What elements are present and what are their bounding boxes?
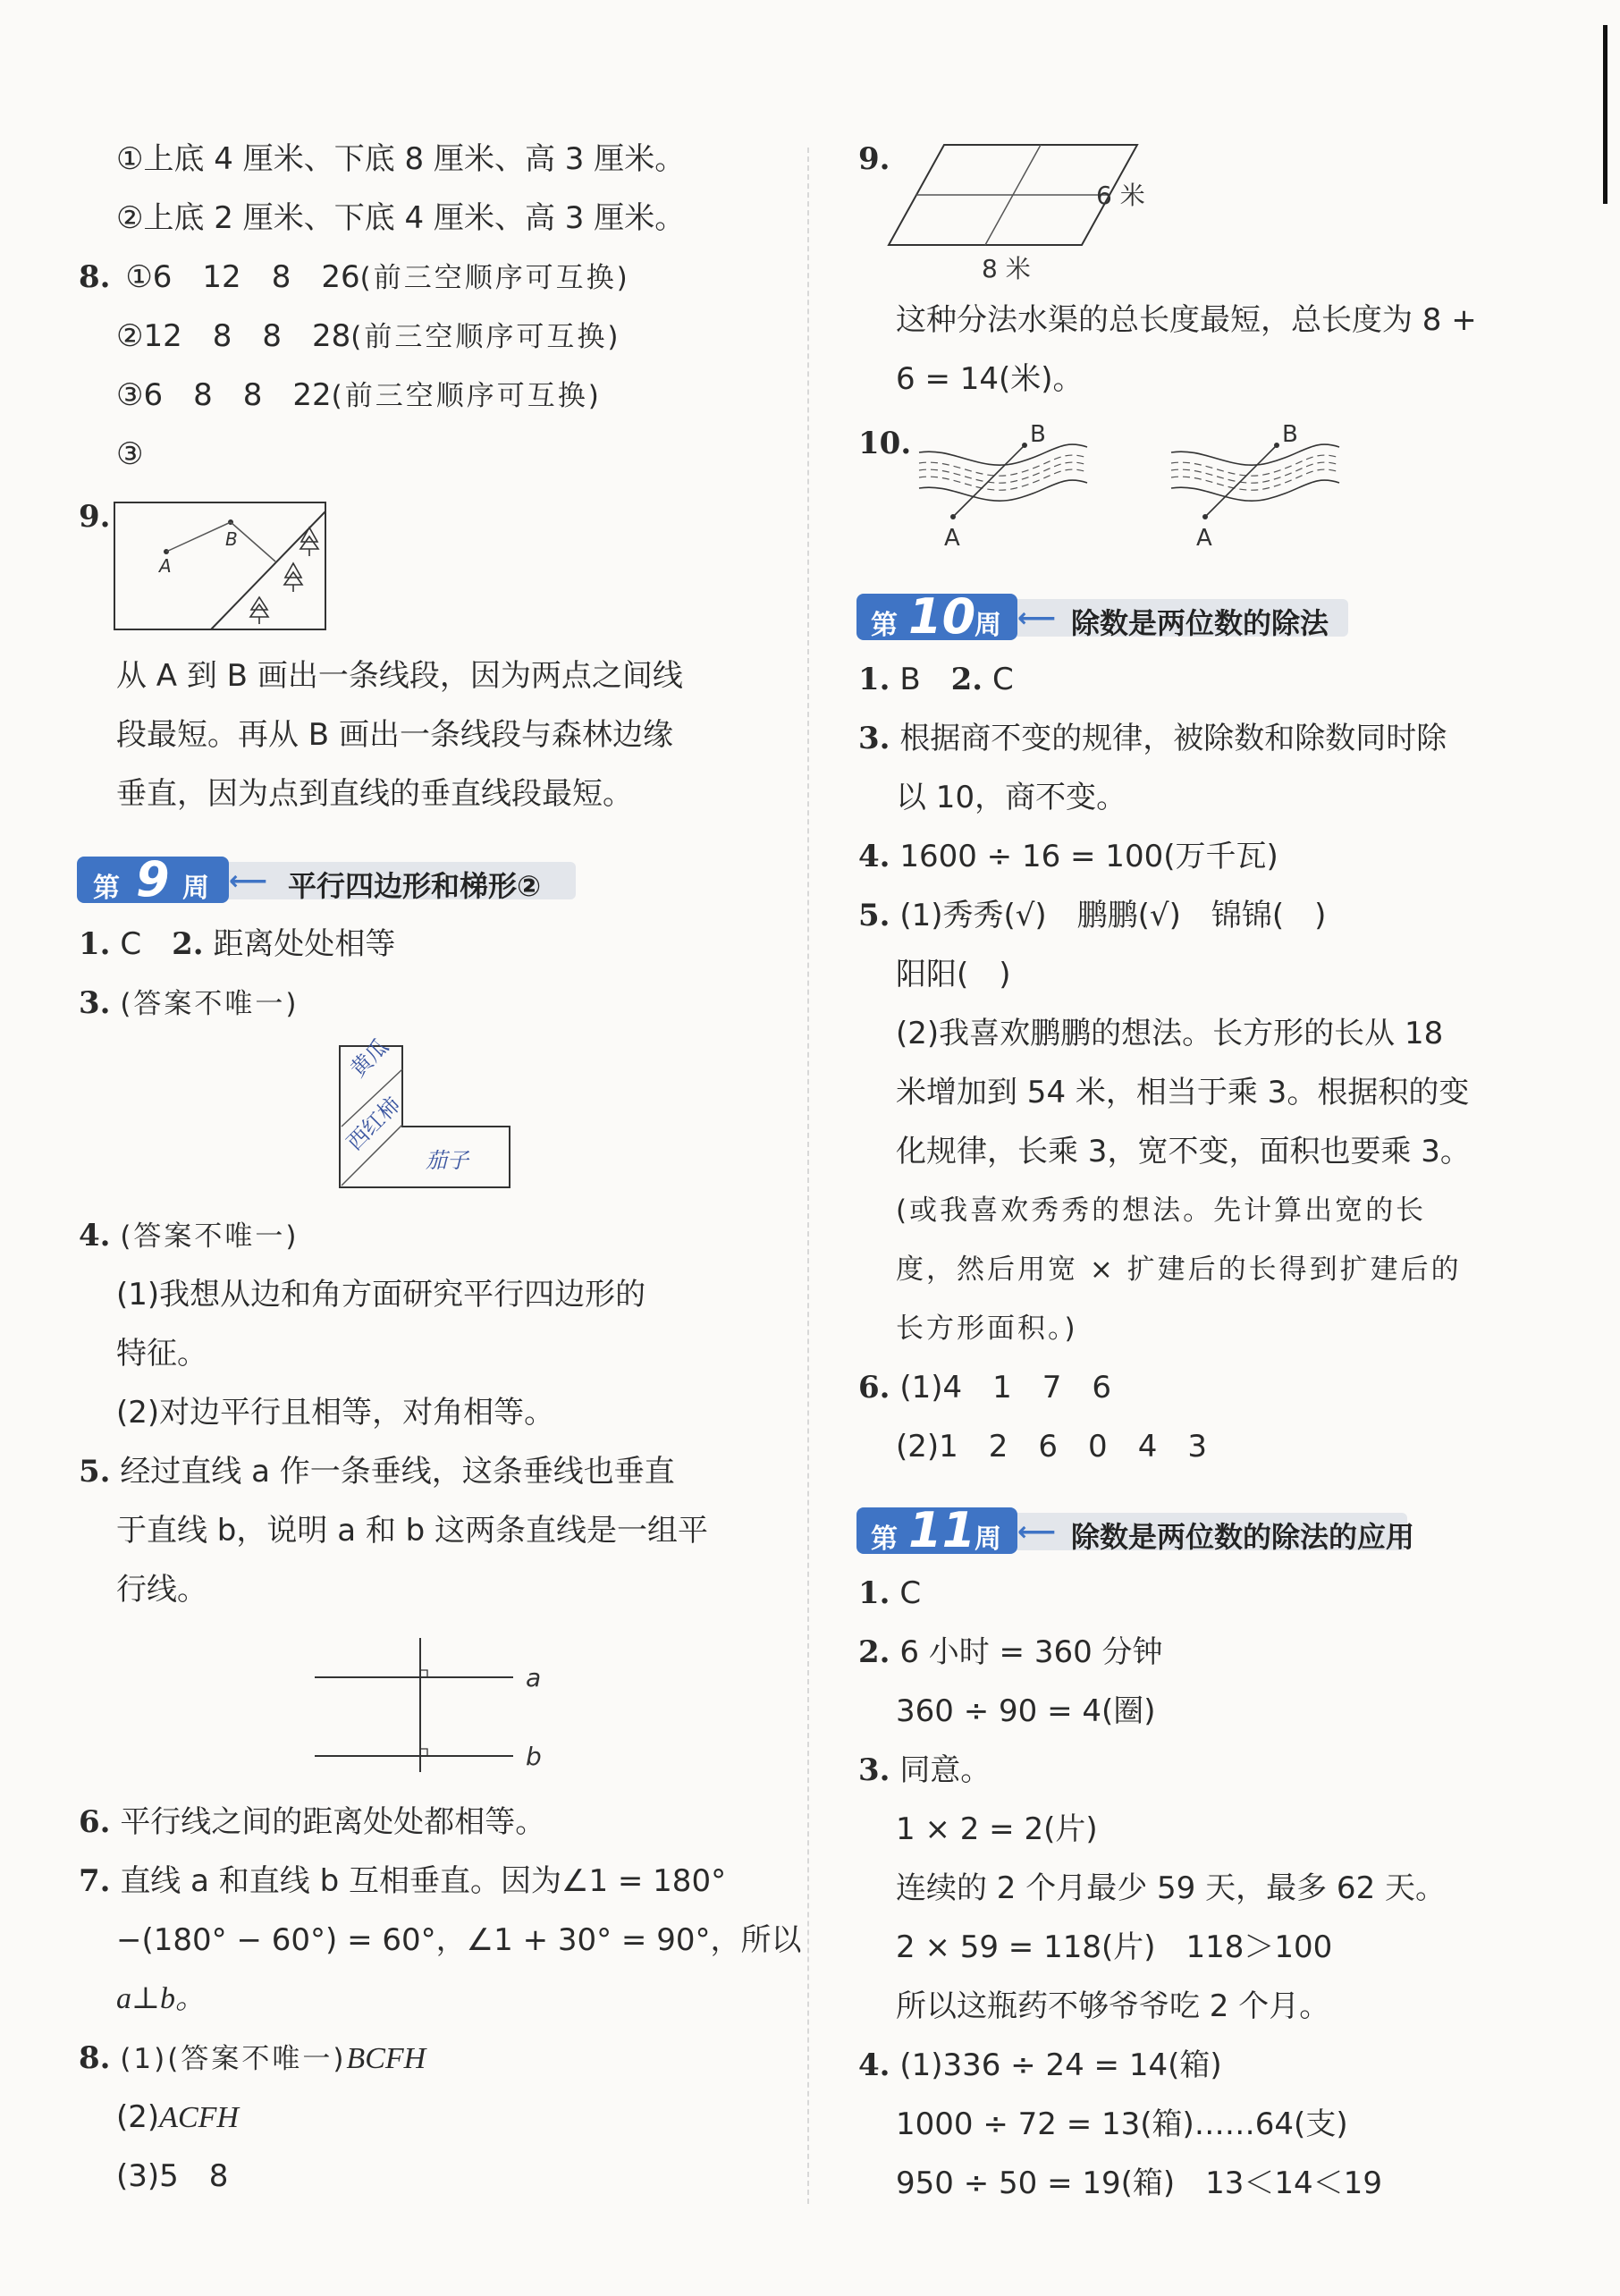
- answer-line: (2)1 2 6 0 4 3: [896, 1429, 1207, 1465]
- answer-line: 这种分法水渠的总长度最短，总长度为 8 +: [896, 302, 1477, 338]
- answer-line: 长方形面积。): [896, 1313, 1078, 1345]
- answer-line: (1)我想从边和角方面研究平行四边形的: [116, 1277, 646, 1313]
- answer-line: 阳阳( ): [896, 957, 1011, 992]
- answer-line: 950 ÷ 50 = 19(箱) 13＜14＜19: [896, 2165, 1382, 2201]
- answer-note: (前三空顺序可互换): [359, 262, 630, 294]
- answer-line: −(180° − 60°) = 60°，∠1 + 30° = 90°，所以: [116, 1922, 802, 1958]
- answer-line: 6 = 14(米)。: [896, 361, 1084, 397]
- page-edge-mark: [1603, 25, 1607, 204]
- point-a-label: A: [159, 555, 172, 577]
- week-title: 除数是两位数的除法: [1071, 606, 1329, 640]
- week-10-header: 第 10 周 ⟵ 除数是两位数的除法: [856, 594, 1375, 640]
- question-number: 9.: [858, 141, 890, 177]
- answer-line: 3. (答案不唯一): [79, 985, 300, 1021]
- week-title: 平行四边形和梯形②: [288, 869, 542, 903]
- forest-path-figure: [114, 501, 329, 635]
- answer-line: 所以这瓶药不够爷爷吃 2 个月。: [896, 1988, 1330, 2024]
- point-b-label: B: [1282, 421, 1298, 448]
- answer-text: ③6 8 8 22: [116, 377, 332, 413]
- answer-note: (前三空顺序可互换): [350, 321, 621, 353]
- answer-line: (3)5 8: [116, 2158, 229, 2194]
- answer-line: a⊥b。: [116, 1982, 206, 2015]
- tree-icon: [250, 528, 318, 624]
- answer-line: [116, 318, 620, 355]
- answer-line: 1. B 2. C: [858, 662, 1014, 697]
- point-b-label: B: [225, 528, 238, 550]
- point-a-label: A: [1196, 525, 1212, 552]
- answer-line: 段最短。再从 B 画出一条线段与森林边缘: [116, 717, 673, 753]
- answer-line: 1. C: [858, 1575, 922, 1611]
- answer-line: 5. 经过直线 a 作一条垂线，这条垂线也垂直: [79, 1454, 675, 1490]
- answer-line: [116, 377, 602, 414]
- week-badge: 第 11 周: [856, 1507, 1017, 1554]
- answer-line: (2)对边平行且相等，对角相等。: [116, 1395, 555, 1431]
- answer-line: 行线。: [116, 1572, 207, 1608]
- region-label: 西红柿: [342, 1092, 406, 1156]
- question-8: [79, 259, 630, 296]
- answer-line: 垂直，因为点到直线的垂直线段最短。: [116, 776, 633, 812]
- answer-line: 4. (1)336 ÷ 24 = 14(箱): [858, 2047, 1222, 2083]
- week-badge: 第 10 周: [856, 594, 1017, 640]
- garden-layout-figure: [338, 1034, 513, 1191]
- question-number: 9.: [79, 499, 111, 535]
- answer-line: 于直线 b，说明 a 和 b 这两条直线是一组平: [116, 1513, 709, 1549]
- week-title: 除数是两位数的除法的应用: [1071, 1520, 1415, 1554]
- answer-line: 以 10，商不变。: [896, 780, 1127, 815]
- point-b-label: B: [1030, 421, 1046, 448]
- answer-line: 化规律，长乘 3，宽不变，面积也要乘 3。: [896, 1134, 1471, 1169]
- answer-line: ①上底 4 厘米、下底 8 厘米、高 3 厘米。: [116, 141, 686, 177]
- answer-line: 6. (1)4 1 7 6: [858, 1370, 1112, 1405]
- answer-line: 1000 ÷ 72 = 13(箱)……64(支): [896, 2106, 1348, 2142]
- column-divider: [807, 148, 809, 2204]
- answer-line: (2)我喜欢鹏鹏的想法。长方形的长从 18: [896, 1016, 1444, 1051]
- answer-line: 米增加到 54 米，相当于乘 3。根据积的变: [896, 1075, 1470, 1110]
- question-number: 10.: [858, 426, 912, 461]
- answer-line: ②上底 2 厘米、下底 4 厘米、高 3 厘米。: [116, 200, 686, 236]
- answer-line: 5. (1)秀秀(√) 鹏鹏(√) 锦锦( ): [858, 898, 1327, 933]
- point-a-label: A: [944, 525, 960, 552]
- answer-line: 4. 1600 ÷ 16 = 100(万千瓦): [858, 839, 1278, 874]
- answer-line: 8. (1)(答案不唯一)BCFH: [79, 2040, 426, 2076]
- line-b-label: b: [526, 1742, 542, 1771]
- answer-line: ③: [116, 436, 144, 472]
- answer-line: 2 × 59 = 118(片) 118＞100: [896, 1929, 1333, 1965]
- answer-line: 1 × 2 = 2(片): [896, 1811, 1098, 1847]
- answer-line: 特征。: [116, 1336, 207, 1372]
- answer-line: 度，然后用宽 × 扩建后的长得到扩建后的: [896, 1254, 1462, 1286]
- answer-line: 3. 根据商不变的规律，被除数和除数同时除: [858, 721, 1447, 756]
- answer-line: 360 ÷ 90 = 4(圈): [896, 1693, 1156, 1729]
- week-9-header: 第 9 周 ⟵ 平行四边形和梯形②: [77, 857, 595, 903]
- week-11-header: 第 11 周 ⟵ 除数是两位数的除法的应用: [856, 1507, 1429, 1554]
- answer-text: ②12 8 8 28: [116, 318, 351, 354]
- answer-line: 连续的 2 个月最少 59 天，最多 62 天。: [896, 1870, 1447, 1906]
- answer-note: (前三空顺序可互换): [331, 380, 602, 412]
- answer-text: ①6 12 8 26: [125, 259, 360, 295]
- answer-line: 从 A 到 B 画出一条线段，因为两点之间线: [116, 658, 683, 694]
- parallel-lines-figure: [315, 1638, 619, 1772]
- answer-line: 1. C 2. 距离处处相等: [79, 926, 396, 962]
- region-label: 茄子: [426, 1148, 468, 1173]
- answer-line: (2)ACFH: [116, 2099, 239, 2135]
- answer-line: (或我喜欢秀秀的想法。先计算出宽的长: [896, 1194, 1427, 1227]
- width-label: 8 米: [982, 254, 1031, 283]
- answer-line: 4. (答案不唯一): [79, 1218, 300, 1254]
- region-label: 黄瓜: [345, 1034, 394, 1083]
- week-badge: 第 9 周: [77, 857, 229, 903]
- answer-line: 3. 同意。: [858, 1752, 991, 1788]
- river-crossing-figure: [917, 420, 1400, 554]
- answer-line: 7. 直线 a 和直线 b 互相垂直。因为∠1 = 180°: [79, 1863, 727, 1899]
- canal-parallelogram-figure: [889, 141, 1184, 293]
- answer-line: 6. 平行线之间的距离处处都相等。: [79, 1804, 546, 1840]
- answer-line: 2. 6 小时 = 360 分钟: [858, 1634, 1163, 1670]
- line-a-label: a: [526, 1663, 542, 1692]
- question-number: 8.: [79, 259, 111, 295]
- height-label: 6 米: [1096, 181, 1145, 210]
